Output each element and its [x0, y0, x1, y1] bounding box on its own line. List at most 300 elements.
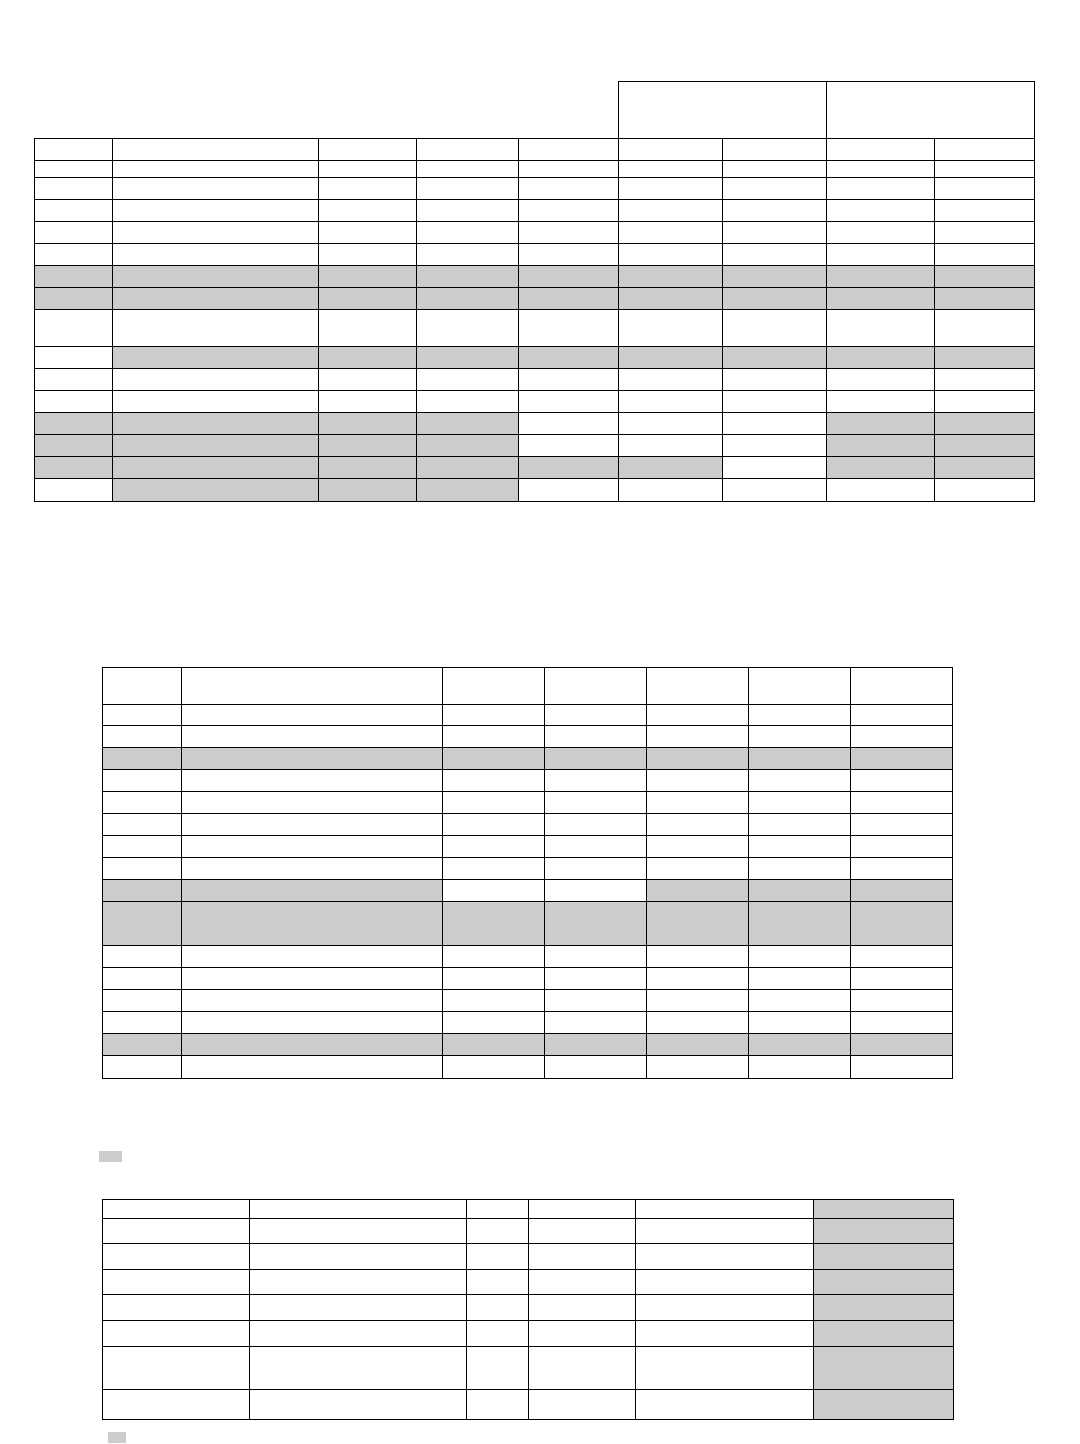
table-cell — [417, 139, 519, 161]
table-1-row — [35, 178, 1035, 200]
shaded-cell — [723, 288, 827, 310]
shaded-cell — [35, 288, 113, 310]
table-cell — [113, 222, 319, 244]
shaded-cell — [417, 457, 519, 479]
table-cell — [113, 178, 319, 200]
table-cell — [250, 1200, 467, 1219]
table-cell — [467, 1270, 529, 1295]
shaded-cell — [851, 880, 953, 902]
table-cell — [319, 222, 417, 244]
table-2-row — [103, 748, 953, 770]
table-cell — [113, 244, 319, 266]
table-cell — [182, 792, 443, 814]
table-cell — [113, 310, 319, 347]
table-cell — [250, 1390, 467, 1420]
table-cell — [519, 178, 619, 200]
table-2 — [102, 667, 953, 1079]
table-cell — [417, 310, 519, 347]
table-1-row — [35, 391, 1035, 413]
table-cell — [103, 705, 182, 726]
shaded-cell — [814, 1295, 954, 1321]
table-cell — [749, 968, 851, 990]
table-cell — [636, 1390, 814, 1420]
table-cell — [619, 244, 723, 266]
table-cell — [545, 770, 647, 792]
table-cell — [103, 814, 182, 836]
table-cell — [647, 770, 749, 792]
table-3-row — [103, 1347, 954, 1390]
table-cell — [519, 222, 619, 244]
table-cell — [749, 946, 851, 968]
shaded-cell — [417, 479, 519, 502]
shaded-cell — [749, 1034, 851, 1056]
table-cell — [35, 244, 113, 266]
table-2-row — [103, 1034, 953, 1056]
table-cell — [443, 705, 545, 726]
table-cell — [935, 391, 1035, 413]
shaded-cell — [319, 435, 417, 457]
table-cell — [250, 1219, 467, 1244]
shaded-cell — [545, 748, 647, 770]
table-cell — [103, 1244, 250, 1270]
table-cell — [827, 310, 935, 347]
table-cell — [519, 244, 619, 266]
table-cell — [851, 770, 953, 792]
table-1-group-header-cell — [827, 82, 1035, 139]
table-1-row — [35, 139, 1035, 161]
table-cell — [851, 668, 953, 705]
table-cell — [443, 726, 545, 748]
shaded-cell — [935, 413, 1035, 435]
table-cell — [182, 705, 443, 726]
shaded-cell — [443, 748, 545, 770]
table-cell — [827, 479, 935, 502]
table-cell — [545, 726, 647, 748]
table-cell — [647, 968, 749, 990]
table-cell — [545, 1012, 647, 1034]
table-cell — [103, 1321, 250, 1347]
table-cell — [619, 369, 723, 391]
shaded-cell — [519, 266, 619, 288]
table-3-row — [103, 1295, 954, 1321]
table-cell — [619, 222, 723, 244]
table-cell — [723, 244, 827, 266]
shaded-cell — [182, 902, 443, 946]
shaded-cell — [749, 748, 851, 770]
table-3 — [102, 1199, 954, 1420]
table-cell — [182, 726, 443, 748]
shaded-cell — [545, 902, 647, 946]
shaded-cell — [319, 288, 417, 310]
table-1 — [34, 81, 1035, 502]
table-cell — [529, 1244, 636, 1270]
table-cell — [103, 1295, 250, 1321]
shaded-cell — [851, 902, 953, 946]
shaded-cell — [814, 1390, 954, 1420]
table-cell — [723, 435, 827, 457]
table-cell — [417, 200, 519, 222]
table-cell — [529, 1347, 636, 1390]
shaded-cell — [723, 266, 827, 288]
table-cell — [519, 310, 619, 347]
table-cell — [619, 161, 723, 178]
shaded-cell — [113, 266, 319, 288]
table-cell — [103, 1200, 250, 1219]
table-cell — [851, 1056, 953, 1079]
shaded-cell — [619, 266, 723, 288]
table-cell — [35, 369, 113, 391]
table-cell — [636, 1321, 814, 1347]
shaded-cell — [113, 479, 319, 502]
shaded-cell — [319, 266, 417, 288]
table-1-blank-corner — [35, 82, 619, 139]
table-cell — [443, 946, 545, 968]
table-cell — [827, 222, 935, 244]
table-cell — [182, 968, 443, 990]
table-cell — [113, 369, 319, 391]
table-cell — [529, 1321, 636, 1347]
table-1-row — [35, 457, 1035, 479]
table-cell — [182, 668, 443, 705]
table-cell — [519, 139, 619, 161]
shaded-cell — [647, 880, 749, 902]
table-cell — [723, 161, 827, 178]
table-cell — [827, 369, 935, 391]
table-cell — [545, 814, 647, 836]
table-cell — [443, 668, 545, 705]
table-1-row — [35, 435, 1035, 457]
shaded-cell — [182, 1034, 443, 1056]
table-cell — [851, 814, 953, 836]
table-cell — [529, 1295, 636, 1321]
table-cell — [935, 310, 1035, 347]
table-cell — [723, 139, 827, 161]
table-1-row — [35, 161, 1035, 178]
table-cell — [103, 770, 182, 792]
table-cell — [723, 413, 827, 435]
shaded-cell — [417, 288, 519, 310]
table-cell — [749, 1056, 851, 1079]
table-cell — [443, 858, 545, 880]
table-cell — [851, 705, 953, 726]
shaded-cell — [113, 413, 319, 435]
table-cell — [35, 200, 113, 222]
table-cell — [827, 391, 935, 413]
table-cell — [417, 391, 519, 413]
shaded-cell — [103, 748, 182, 770]
table-cell — [103, 990, 182, 1012]
table-cell — [647, 1056, 749, 1079]
table-cell — [319, 139, 417, 161]
table-cell — [827, 178, 935, 200]
table-2-row — [103, 1056, 953, 1079]
table-cell — [103, 1270, 250, 1295]
table-cell — [723, 200, 827, 222]
table-cell — [35, 391, 113, 413]
table-cell — [647, 814, 749, 836]
table-cell — [647, 946, 749, 968]
table-cell — [619, 391, 723, 413]
table-cell — [545, 990, 647, 1012]
table-cell — [103, 726, 182, 748]
table-1-row — [35, 369, 1035, 391]
shaded-cell — [827, 435, 935, 457]
table-cell — [35, 310, 113, 347]
shaded-cell — [723, 347, 827, 369]
shaded-cell — [113, 347, 319, 369]
table-cell — [35, 479, 113, 502]
table-1-row — [35, 347, 1035, 369]
shaded-cell — [519, 457, 619, 479]
table-cell — [647, 836, 749, 858]
shaded-cell — [935, 457, 1035, 479]
table-cell — [35, 222, 113, 244]
shaded-cell — [619, 288, 723, 310]
table-cell — [443, 836, 545, 858]
table-cell — [529, 1390, 636, 1420]
table-cell — [113, 391, 319, 413]
table-cell — [519, 391, 619, 413]
table-2-row — [103, 902, 953, 946]
table-cell — [749, 836, 851, 858]
table-cell — [647, 726, 749, 748]
table-cell — [319, 369, 417, 391]
table-1-row — [35, 222, 1035, 244]
shaded-cell — [647, 748, 749, 770]
table-cell — [35, 178, 113, 200]
shaded-cell — [827, 413, 935, 435]
table-cell — [182, 1012, 443, 1034]
shaded-cell — [103, 902, 182, 946]
table-cell — [647, 668, 749, 705]
table-cell — [529, 1200, 636, 1219]
shaded-cell — [103, 880, 182, 902]
table-cell — [851, 792, 953, 814]
table-cell — [417, 244, 519, 266]
table-1-row — [35, 266, 1035, 288]
table-cell — [113, 139, 319, 161]
table-3-row — [103, 1390, 954, 1420]
table-cell — [851, 968, 953, 990]
shaded-cell — [35, 413, 113, 435]
table-2-row — [103, 836, 953, 858]
table-2-row — [103, 770, 953, 792]
table-1-row — [35, 200, 1035, 222]
table-cell — [647, 858, 749, 880]
table-cell — [519, 161, 619, 178]
table-cell — [529, 1219, 636, 1244]
shaded-cell — [827, 347, 935, 369]
table-cell — [103, 968, 182, 990]
shaded-cell — [935, 266, 1035, 288]
table-cell — [636, 1295, 814, 1321]
shaded-cell — [35, 266, 113, 288]
table-cell — [723, 222, 827, 244]
table-1-row — [35, 288, 1035, 310]
table-1-group-header — [35, 82, 1035, 139]
shaded-cell — [814, 1347, 954, 1390]
table-1-group-header-cell — [619, 82, 827, 139]
table-cell — [182, 814, 443, 836]
table-cell — [103, 1012, 182, 1034]
table-cell — [935, 161, 1035, 178]
table-cell — [103, 668, 182, 705]
table-cell — [113, 161, 319, 178]
table-cell — [749, 668, 851, 705]
shaded-cell — [35, 435, 113, 457]
table-cell — [636, 1347, 814, 1390]
table-cell — [182, 858, 443, 880]
table-cell — [827, 139, 935, 161]
shaded-cell — [935, 435, 1035, 457]
table-cell — [103, 836, 182, 858]
table-cell — [935, 139, 1035, 161]
table-3-row — [103, 1244, 954, 1270]
table-cell — [827, 244, 935, 266]
table-cell — [443, 770, 545, 792]
shaded-cell — [749, 902, 851, 946]
shaded-cell — [319, 479, 417, 502]
shaded-cell — [113, 435, 319, 457]
table-cell — [619, 310, 723, 347]
table-cell — [851, 1012, 953, 1034]
shaded-cell — [443, 1034, 545, 1056]
table-cell — [182, 770, 443, 792]
table-cell — [619, 479, 723, 502]
table-1-row — [35, 244, 1035, 266]
table-cell — [443, 968, 545, 990]
table-2-row — [103, 858, 953, 880]
table-1-row — [35, 479, 1035, 502]
shaded-cell — [417, 435, 519, 457]
table-cell — [467, 1200, 529, 1219]
table-cell — [443, 990, 545, 1012]
table-cell — [619, 200, 723, 222]
table-cell — [545, 705, 647, 726]
table-cell — [182, 1056, 443, 1079]
table-cell — [467, 1295, 529, 1321]
table-cell — [749, 1012, 851, 1034]
table-cell — [827, 161, 935, 178]
table-cell — [619, 413, 723, 435]
table-cell — [935, 244, 1035, 266]
table-cell — [935, 178, 1035, 200]
table-cell — [851, 990, 953, 1012]
table-cell — [467, 1244, 529, 1270]
shaded-cell — [851, 1034, 953, 1056]
shaded-cell — [935, 288, 1035, 310]
shaded-cell — [545, 1034, 647, 1056]
table-cell — [103, 858, 182, 880]
table-cell — [723, 178, 827, 200]
table-cell — [851, 858, 953, 880]
shaded-cell — [814, 1270, 954, 1295]
shaded-cell — [814, 1244, 954, 1270]
table-2-row — [103, 668, 953, 705]
table-2-row — [103, 792, 953, 814]
table-1-row — [35, 413, 1035, 435]
table-cell — [647, 705, 749, 726]
shaded-cell — [749, 880, 851, 902]
table-cell — [529, 1270, 636, 1295]
table-cell — [723, 479, 827, 502]
shaded-cell — [619, 347, 723, 369]
table-cell — [545, 946, 647, 968]
shaded-cell — [417, 347, 519, 369]
table-cell — [519, 413, 619, 435]
shaded-cell — [319, 413, 417, 435]
table-3-row — [103, 1200, 954, 1219]
shaded-cell — [113, 288, 319, 310]
table-cell — [250, 1321, 467, 1347]
table-cell — [319, 200, 417, 222]
shaded-cell — [647, 1034, 749, 1056]
table-cell — [319, 391, 417, 413]
table-cell — [182, 990, 443, 1012]
table-cell — [935, 479, 1035, 502]
table-cell — [519, 435, 619, 457]
shaded-cell — [814, 1321, 954, 1347]
table-cell — [519, 369, 619, 391]
table-2-row — [103, 726, 953, 748]
table-cell — [647, 792, 749, 814]
shaded-cell — [182, 748, 443, 770]
table-cell — [443, 792, 545, 814]
table-cell — [749, 814, 851, 836]
table-cell — [851, 726, 953, 748]
shaded-cell — [827, 288, 935, 310]
table-cell — [545, 668, 647, 705]
table-cell — [519, 479, 619, 502]
table-cell — [827, 200, 935, 222]
table-cell — [182, 946, 443, 968]
shaded-cell — [519, 288, 619, 310]
table-cell — [619, 178, 723, 200]
table-2-row — [103, 880, 953, 902]
shaded-cell — [827, 266, 935, 288]
table-cell — [250, 1347, 467, 1390]
shaded-marker — [99, 1151, 122, 1162]
shaded-cell — [417, 266, 519, 288]
table-cell — [749, 705, 851, 726]
table-3-row — [103, 1270, 954, 1295]
table-cell — [443, 1012, 545, 1034]
table-cell — [417, 369, 519, 391]
table-2-row — [103, 946, 953, 968]
table-3-row — [103, 1219, 954, 1244]
table-cell — [545, 880, 647, 902]
table-cell — [935, 222, 1035, 244]
table-cell — [647, 990, 749, 1012]
table-cell — [749, 770, 851, 792]
table-cell — [636, 1244, 814, 1270]
table-cell — [113, 200, 319, 222]
table-cell — [319, 244, 417, 266]
table-cell — [319, 161, 417, 178]
shaded-cell — [519, 347, 619, 369]
shaded-cell — [103, 1034, 182, 1056]
shaded-cell — [182, 880, 443, 902]
shaded-cell — [319, 457, 417, 479]
table-cell — [467, 1390, 529, 1420]
shaded-marker — [108, 1432, 126, 1443]
table-cell — [103, 946, 182, 968]
shaded-cell — [851, 748, 953, 770]
table-cell — [467, 1321, 529, 1347]
table-cell — [851, 946, 953, 968]
table-cell — [467, 1347, 529, 1390]
table-cell — [749, 726, 851, 748]
